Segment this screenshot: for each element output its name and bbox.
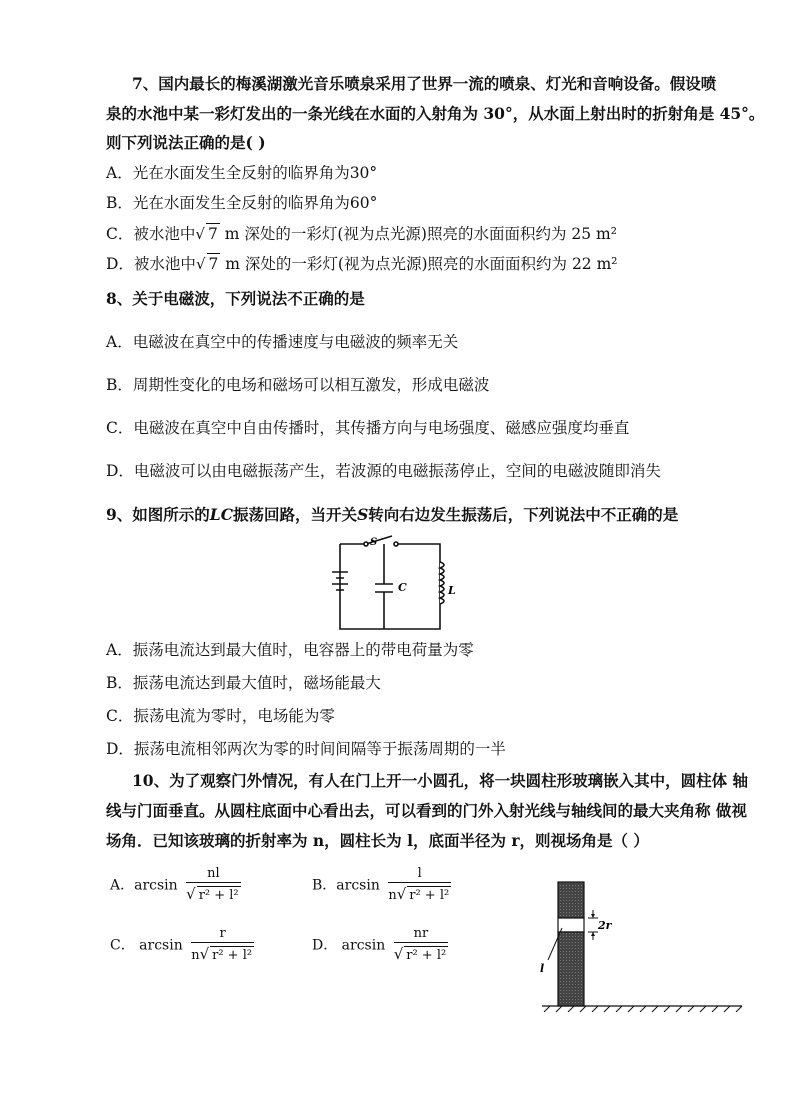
q7-stem-line2: 泉的水池中某一彩灯发出的一条光线在水面的入射角为 30°，从水面上射出时的折射角是 45°。 — [106, 104, 765, 123]
sqrt-symbol: √ — [195, 255, 206, 273]
fraction-denominator — [394, 943, 449, 965]
q9-stem-pre: 9、如图所示的 — [106, 505, 210, 524]
fraction-denominator — [388, 883, 451, 905]
fraction-denominator — [186, 883, 241, 905]
q9-stem-mid: 振荡回路，当开关 — [233, 505, 358, 524]
q10-stem-line1: 10、为了观察门外情况，有人在门上开一小圆孔，将一块圆柱形玻璃嵌入其中，圆柱体 轴 — [132, 771, 748, 790]
q9-option-c: C．振荡电流为零时，电场能为零 — [106, 707, 335, 725]
lc-circuit-diagram — [318, 534, 458, 634]
den-prefix: n — [388, 888, 397, 903]
radicand: r² + l² — [212, 948, 253, 963]
q9-option-b: B．振荡电流达到最大值时，磁场能最大 — [106, 674, 381, 692]
sqrt-symbol: √ — [195, 225, 205, 243]
radicand: r² + l² — [406, 948, 447, 963]
circuit-label-l: L — [448, 584, 456, 597]
door-glass-figure — [536, 876, 746, 1016]
circuit-label-c: C — [398, 581, 407, 594]
q8-option-a: A．电磁波在真空中的传播速度与电磁波的频率无关 — [106, 333, 459, 351]
q10-option-c — [110, 926, 254, 965]
sqrt-symbol: √ — [393, 945, 404, 963]
den-prefix: n — [191, 948, 200, 963]
fraction — [191, 926, 254, 965]
q9-option-a: A．振荡电流达到最大值时，电容器上的带电荷量为零 — [106, 641, 474, 659]
door-lower — [558, 932, 584, 1006]
q8-option-b: B．周期性变化的电场和磁场可以相互激发，形成电磁波 — [106, 376, 490, 394]
q7-option-d — [106, 253, 618, 274]
q10-option-b — [312, 866, 451, 905]
radicand: r² + l² — [198, 888, 239, 903]
q10-option-b-label: B．arcsin — [312, 877, 380, 894]
q7-option-d-pre: D．被水池中 — [106, 255, 196, 273]
q10-option-d-label: D． arcsin — [312, 937, 386, 954]
fraction — [394, 926, 449, 965]
q7-option-b: B．光在水面发生全反射的临界角为60° — [106, 194, 378, 212]
q9-stem — [106, 505, 678, 525]
sqrt-symbol: √ — [396, 885, 407, 903]
dimension-arrows — [591, 914, 595, 936]
fraction — [186, 866, 241, 905]
label-2r: 2r — [598, 919, 612, 932]
q10-option-a — [110, 866, 241, 905]
q10-stem-line2: 线与门面垂直。从圆柱底面中心看出去，可以看到的门外入射光线与轴线间的最大夹角称 做视 — [106, 801, 747, 820]
sqrt-symbol: √ — [186, 885, 196, 903]
capacitor-plates — [375, 584, 393, 592]
q9-stem-lc: LC — [209, 505, 234, 524]
q8-stem: 8、关于电磁波，下列说法不正确的是 — [106, 289, 365, 308]
fraction-numerator: r — [191, 926, 254, 943]
switch-pivot — [364, 542, 368, 546]
q7-option-c-post: m 深处的一彩灯(视为点光源)照亮的水面面积约为 25 m² — [219, 225, 617, 243]
q7-option-d-radicand: 7 — [208, 255, 219, 273]
switch-contact — [394, 542, 398, 546]
q8-option-d: D．电磁波可以由电磁振荡产生，若波源的电磁振荡停止，空间的电磁波随即消失 — [106, 462, 661, 480]
fraction-numerator: nl — [186, 866, 241, 883]
q7-option-c-pre: C．被水池中 — [106, 225, 196, 243]
q10-stem-line3: 场角．已知该玻璃的折射率为 n，圆柱长为 l，底面半径为 r，则视场角是（ ） — [106, 831, 649, 850]
wire-loop — [340, 544, 440, 629]
q7-stem-line1: 7、国内最长的梅溪湖激光音乐喷泉采用了世界一流的喷泉、灯光和音响设备。假设喷 — [132, 74, 717, 93]
q7-stem-line3: 则下列说法正确的是( ) — [106, 133, 266, 152]
q9-stem-post: 转向右边发生振荡后，下列说法中不正确的是 — [368, 505, 679, 524]
inductor-coil — [440, 562, 444, 604]
q10-option-c-label: C． arcsin — [110, 937, 183, 954]
glass-cylinder — [558, 918, 584, 932]
fraction-numerator: l — [388, 866, 451, 883]
q9-stem-s: S — [357, 505, 369, 524]
q10-option-a-label: A．arcsin — [110, 877, 178, 894]
circuit-label-s: S — [370, 537, 378, 548]
q7-option-a: A．光在水面发生全反射的临界角为30° — [106, 164, 378, 182]
fraction — [388, 866, 451, 905]
ground-hatch — [544, 1006, 742, 1012]
q7-option-c-radicand: 7 — [207, 225, 218, 243]
q7-option-d-post: m 深处的一彩灯(视为点光源)照亮的水面面积约为 22 m² — [220, 255, 618, 273]
q9-option-d: D．振荡电流相邻两次为零的时间间隔等于振荡周期的一半 — [106, 740, 506, 758]
radicand: r² + l² — [409, 888, 450, 903]
label-l: l — [540, 962, 545, 975]
q7-option-c — [106, 223, 617, 244]
fraction-denominator — [191, 943, 254, 965]
sqrt-symbol: √ — [199, 945, 210, 963]
fraction-numerator: nr — [394, 926, 449, 943]
door-upper — [558, 882, 584, 918]
q8-option-c: C．电磁波在真空中自由传播时，其传播方向与电场强度、磁感应强度均垂直 — [106, 419, 630, 437]
q10-option-d — [312, 926, 448, 965]
